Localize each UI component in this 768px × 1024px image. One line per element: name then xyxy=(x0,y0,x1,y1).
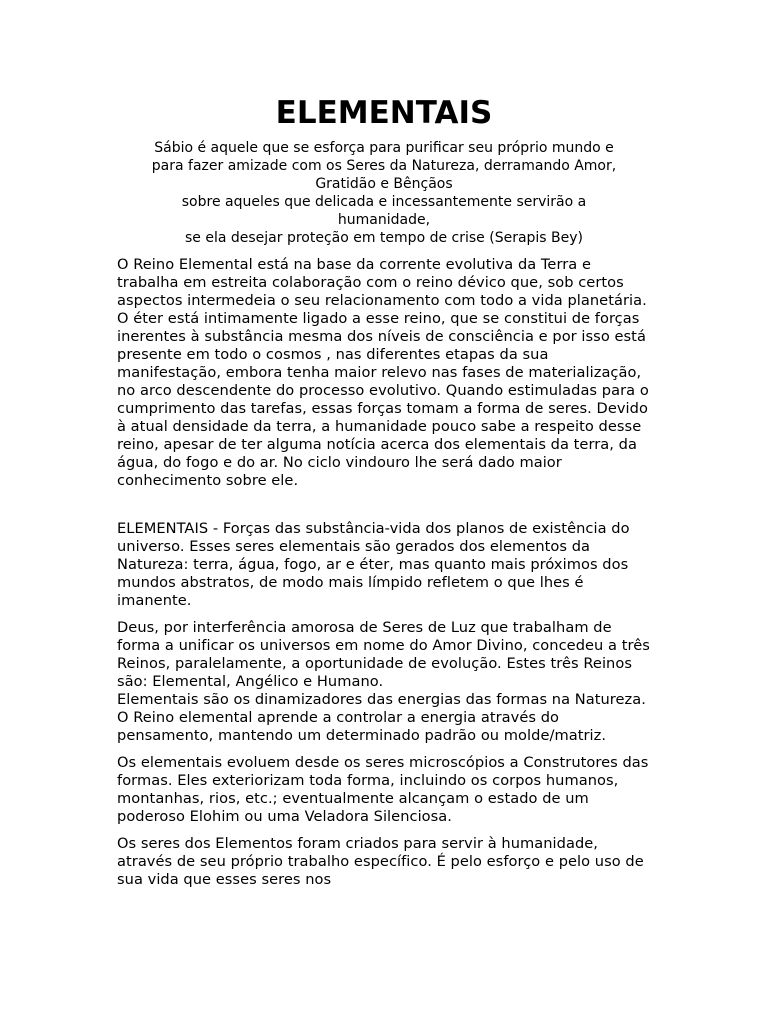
epigraph-line: se ela desejar proteção em tempo de crise (Serapis Bey) xyxy=(184,230,584,246)
paragraph-spacer xyxy=(117,490,657,520)
paragraph-evolucao-elementais: Os elementais evoluem desde os seres microscópios a Construtores das formas. Eles exteriorizam toda forma, incluindo os corpos humanos, montanhas, rios, etc.; eventualmente alcançam o estado de um poderoso Elohim ou uma Veladora Silenciosa. xyxy=(117,754,649,825)
paragraph-tres-reinos: Deus, por interferência amorosa de Seres de Luz que trabalham de forma a unificar os universos em nome do Amor Divino, concedeu a três Reinos, paralelamente, a oportunidade de evolução. Estes três Reinos são: Elemental, Angélico e Humano. xyxy=(117,619,650,690)
paragraph-servir-humanidade: Os seres dos Elementos foram criados para servir à humanidade, através de seu próprio trabalho específico. É pelo esforço e pelo uso de sua vida que esses seres nos xyxy=(117,835,644,888)
body-text xyxy=(117,256,657,889)
epigraph-quote xyxy=(100,139,668,247)
paragraph-spacer xyxy=(117,610,657,619)
epigraph-line: Sábio é aquele que se esforça para purificar seu próprio mundo e xyxy=(154,140,614,156)
epigraph-line: Gratidão e Bênçãos xyxy=(315,176,453,192)
paragraph-spacer xyxy=(117,745,657,754)
epigraph-line: humanidade, xyxy=(337,212,431,228)
epigraph-line: sobre aqueles que delicada e incessantemente servirão a xyxy=(181,194,587,210)
paragraph-reino-elemental: O Reino Elemental está na base da corrente evolutiva da Terra e trabalha em estreita colaboração com o reino dévico que, sob certos aspectos intermedeia o seu relacionamento com todo a vida planetária. O éter está intimamente ligado a esse reino, que se constitui de forças inerentes à substância mesma dos níveis de consciência e por isso está presente em todo o cosmos , nas diferentes etapas da sua manifestação, embora tenha maior relevo nas fases de materialização, no arco descendente do processo evolutivo. Quando estimuladas para o cumprimento das tarefas, essas forças tomam a forma de seres. Devido à atual densidade da terra, a humanidade pouco sabe a respeito desse reino, apesar de ter alguma notícia acerca dos elementais da terra, da água, do fogo e do ar. No ciclo vindouro lhe será dado maior conhecimento sobre ele. xyxy=(117,256,649,489)
paragraph-dinamizadores: Elementais são os dinamizadores das energias das formas na Natureza. xyxy=(117,691,646,708)
paragraph-elementais-definicao: ELEMENTAIS - Forças das substância-vida dos planos de existência do universo. Esses seres elementais são gerados dos elementos da Natureza: terra, água, fogo, ar e éter, mas quanto mais próximos dos mundos abstratos, de modo mais límpido refletem o que lhes é imanente. xyxy=(117,520,630,609)
paragraph-controle-energia: O Reino elemental aprende a controlar a energia através do pensamento, mantendo um determinado padrão ou molde/matriz. xyxy=(117,709,607,744)
paragraph-spacer xyxy=(117,826,657,835)
document-title: ELEMENTAIS xyxy=(275,95,493,131)
epigraph-line: para fazer amizade com os Seres da Natureza, derramando Amor, xyxy=(151,158,617,174)
